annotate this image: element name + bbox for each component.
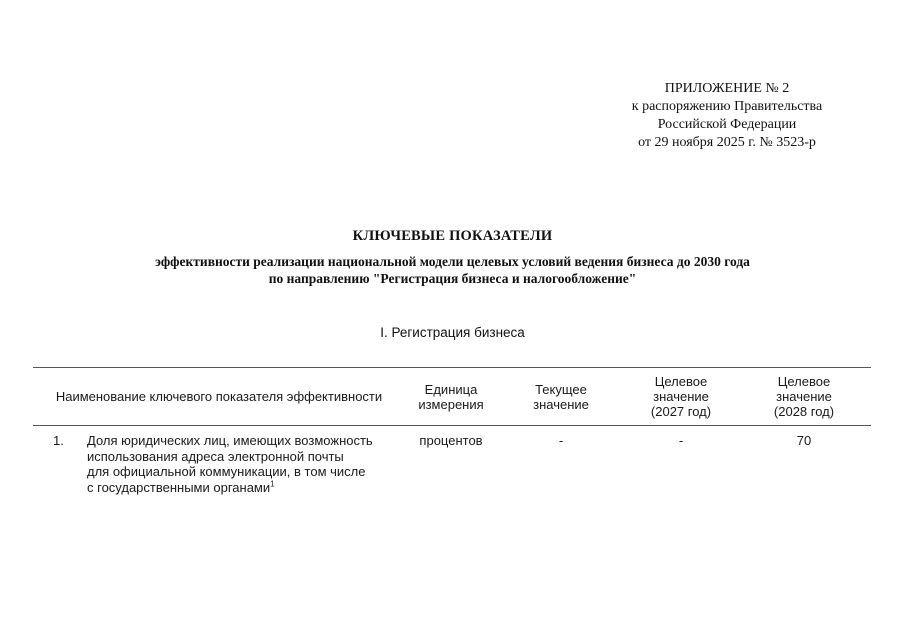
row-current-value: - [558, 433, 564, 448]
row-indicator-name [87, 433, 405, 495]
header-2028-line-1: Целевое [777, 374, 831, 389]
header-current-line-2: значение [533, 396, 589, 412]
subtitle-line-2: по направлению "Регистрация бизнеса и налогообложение" [268, 271, 637, 286]
section-title: I. Регистрация бизнеса [380, 325, 525, 340]
row-name-line-4: с государственными органами [87, 479, 271, 495]
header-2027-line-3: (2027 год) [650, 404, 712, 419]
document-title: КЛЮЧЕВЫЕ ПОКАЗАТЕЛИ [352, 228, 553, 244]
header-2027-line-1: Целевое [654, 374, 708, 389]
appendix-number: ПРИЛОЖЕНИЕ № 2 [664, 81, 790, 96]
header-unit [405, 368, 497, 425]
header-current-value [497, 368, 625, 425]
table-header-row [33, 368, 871, 425]
row-target-2027: - [678, 433, 684, 448]
appendix-date: от 29 ноября 2025 г. № 3523-р [638, 135, 816, 150]
header-2028-line-2: значение [776, 389, 832, 404]
header-unit-line-2: измерения [418, 396, 484, 412]
header-2027-line-2: значение [653, 389, 709, 404]
row-target-2028: 70 [796, 433, 812, 448]
appendix-header [597, 80, 857, 152]
document-subtitle [0, 253, 905, 287]
row-name-line-3: для официальной коммуникации, в том числе [87, 464, 366, 479]
header-unit-line-1: Единица [424, 381, 478, 397]
row-number: 1. [53, 433, 64, 448]
header-indicator-name [33, 368, 405, 425]
header-target-2027 [625, 368, 737, 425]
row-unit: процентов [419, 433, 483, 448]
subtitle-line-1: эффективности реализации национальной модели целевых условий ведения бизнеса до 2030 года [155, 254, 750, 269]
header-indicator-name-label: Наименование ключевого показателя эффективности [55, 389, 383, 404]
row-name-line-1: Доля юридических лиц, имеющих возможность [87, 433, 373, 448]
row-footnote-marker[interactable]: 1 [270, 479, 275, 489]
header-target-2028 [737, 368, 871, 425]
row-name-line-2: использования адреса электронной почты [87, 448, 344, 464]
appendix-authority: Российской Федерации [657, 117, 797, 132]
header-current-line-1: Текущее [535, 381, 587, 397]
indicators-table [33, 367, 871, 516]
header-2028-line-3: (2028 год) [773, 404, 835, 419]
appendix-reference: к распоряжению Правительства [631, 99, 823, 114]
table-row [33, 426, 871, 516]
